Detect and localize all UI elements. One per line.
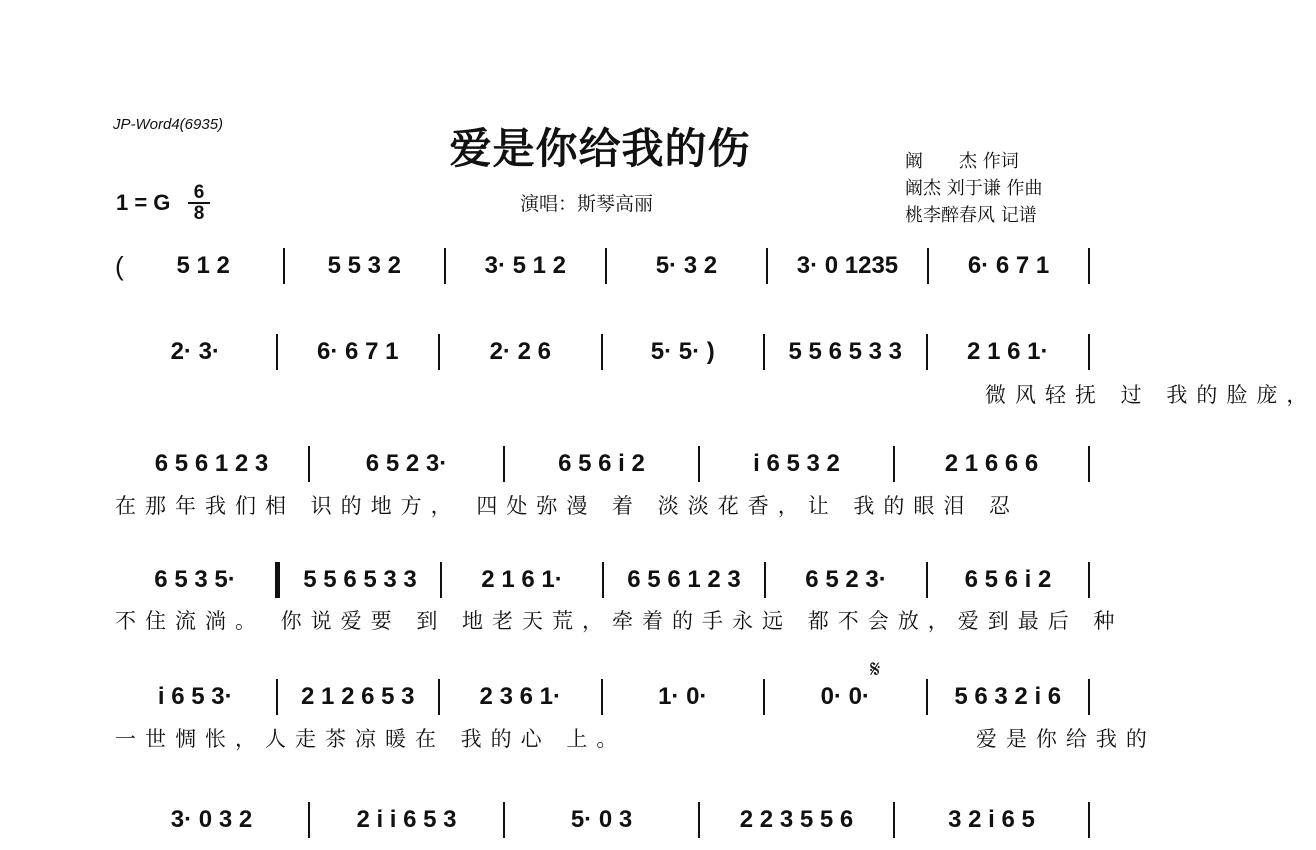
- barline: [1088, 446, 1090, 482]
- measure: [700, 806, 893, 846]
- note-group: 2 1 6 6 6: [944, 450, 1039, 477]
- score-system-2: [115, 338, 1090, 378]
- measure: [440, 338, 601, 378]
- time-numerator: 6: [193, 182, 205, 203]
- note-group: 2 1 2 6 5 3: [301, 683, 415, 710]
- time-signature: [188, 184, 210, 222]
- measure: [765, 338, 926, 378]
- measure: [604, 566, 764, 606]
- segno-sign: 𝄋: [870, 655, 881, 683]
- key-signature: 1 = G: [116, 190, 171, 215]
- note-group: 6 5 6 1 2 3: [154, 450, 269, 477]
- barline: [1088, 802, 1090, 838]
- measure: [115, 683, 276, 723]
- measure: [765, 683, 926, 723]
- measure: [895, 450, 1088, 490]
- note-group: 6 5 6 i 2: [964, 566, 1052, 593]
- note-group: 0· 0·: [820, 683, 870, 710]
- measure: [115, 806, 308, 846]
- note-group: 5· 3 2: [655, 252, 718, 279]
- note-group: 5 5 6 5 3 3: [303, 566, 417, 593]
- measure: [440, 683, 601, 723]
- note-group: 5 1 2: [176, 252, 230, 279]
- lyric-line-4: 一世惆怅，人走茶凉暖在 我的心 上。 爱是你给我的: [115, 727, 1156, 751]
- note-group: 6 5 2 3·: [805, 566, 887, 593]
- note-group: 3· 0 1235: [796, 252, 899, 279]
- measure: [603, 683, 764, 723]
- repeat-paren: (: [115, 251, 124, 281]
- note-group: 3· 5 1 2: [484, 252, 567, 279]
- note-group: i 6 5 3 2: [753, 450, 840, 477]
- measure: [310, 450, 503, 490]
- note-group: 5 6 3 2 i 6: [954, 683, 1062, 710]
- barline: [1088, 334, 1090, 370]
- note-group: 2 i i 6 5 3: [356, 806, 457, 833]
- note-group: 2· 3·: [170, 338, 220, 365]
- singer-line: 演唱：斯琴高丽: [520, 193, 654, 215]
- measure: [766, 566, 926, 606]
- note-group: 2 1 6 1·: [967, 338, 1049, 365]
- note-group: 6 5 3 5·: [154, 566, 236, 593]
- note-group: 3· 0 3 2: [170, 806, 253, 833]
- measure: [124, 252, 283, 292]
- measure: [505, 450, 698, 490]
- score-system-6: [115, 806, 1090, 846]
- measure: [505, 806, 698, 846]
- note-group: i 6 5 3·: [157, 683, 233, 710]
- barline: [1088, 562, 1090, 598]
- note-group: 2 3 6 1·: [479, 683, 561, 710]
- score-system-1: [115, 252, 1090, 292]
- lyric-line-1: 微风轻抚 过 我的脸庞，: [115, 383, 1316, 407]
- lyric-line-2: 在那年我们相 识的地方， 四处弥漫 着 淡淡花香，让 我的眼泪 忍: [115, 494, 1020, 518]
- credits-block: [905, 148, 1042, 229]
- measure: [928, 683, 1089, 723]
- measure: [278, 683, 439, 723]
- measure: [285, 252, 444, 292]
- score-system-3: [115, 450, 1090, 490]
- measure: [115, 338, 276, 378]
- measure: [115, 566, 275, 606]
- measure: [603, 338, 764, 378]
- lyric-line-3: 不住流淌。 你说爱要 到 地老天荒，牵着的手永远 都不会放，爱到最后 种: [115, 609, 1124, 633]
- time-denominator: 8: [193, 203, 205, 224]
- barline: [1088, 248, 1090, 284]
- note-group: 6 5 6 1 2 3: [627, 566, 741, 593]
- measure: [768, 252, 927, 292]
- song-title: 爱是你给我的伤: [449, 124, 751, 173]
- composer-credit: 阚杰 刘于谦 作曲: [905, 178, 1043, 199]
- measure: [607, 252, 766, 292]
- note-group: 6· 6 7 1: [967, 252, 1050, 279]
- note-group: 6 5 6 i 2: [558, 450, 645, 477]
- note-group: 6· 6 7 1: [317, 338, 399, 365]
- note-group: 5· 5· ): [650, 338, 715, 365]
- software-label: JP-Word4(6935): [113, 116, 224, 133]
- measure: [928, 338, 1089, 378]
- measure: [929, 252, 1088, 292]
- note-group: 3 2 i 6 5: [948, 806, 1035, 833]
- measure: [278, 338, 439, 378]
- score-system-5: [115, 683, 1090, 723]
- measure: [700, 450, 893, 490]
- note-group: 5 5 3 2: [327, 252, 401, 279]
- measure: [442, 566, 602, 606]
- note-group: 1· 0·: [658, 683, 708, 710]
- measure: [310, 806, 503, 846]
- measure: [895, 806, 1088, 846]
- note-group: 5 5 6 5 3 3: [788, 338, 902, 365]
- transcriber-credit: 桃李醉春风 记谱: [905, 205, 1037, 226]
- measure: [115, 450, 308, 490]
- note-group: 2· 2 6: [489, 338, 551, 365]
- barline: [1088, 679, 1090, 715]
- measure: [928, 566, 1088, 606]
- note-group: 2 1 6 1·: [481, 566, 563, 593]
- note-group: 5· 0 3: [570, 806, 633, 833]
- measure: [446, 252, 605, 292]
- measure: [280, 566, 440, 606]
- score-system-4: [115, 566, 1090, 606]
- lyricist-credit: 阚 杰 作词: [905, 151, 1019, 172]
- note-group: 6 5 2 3·: [365, 450, 448, 477]
- note-group: 2 2 3 5 5 6: [739, 806, 854, 833]
